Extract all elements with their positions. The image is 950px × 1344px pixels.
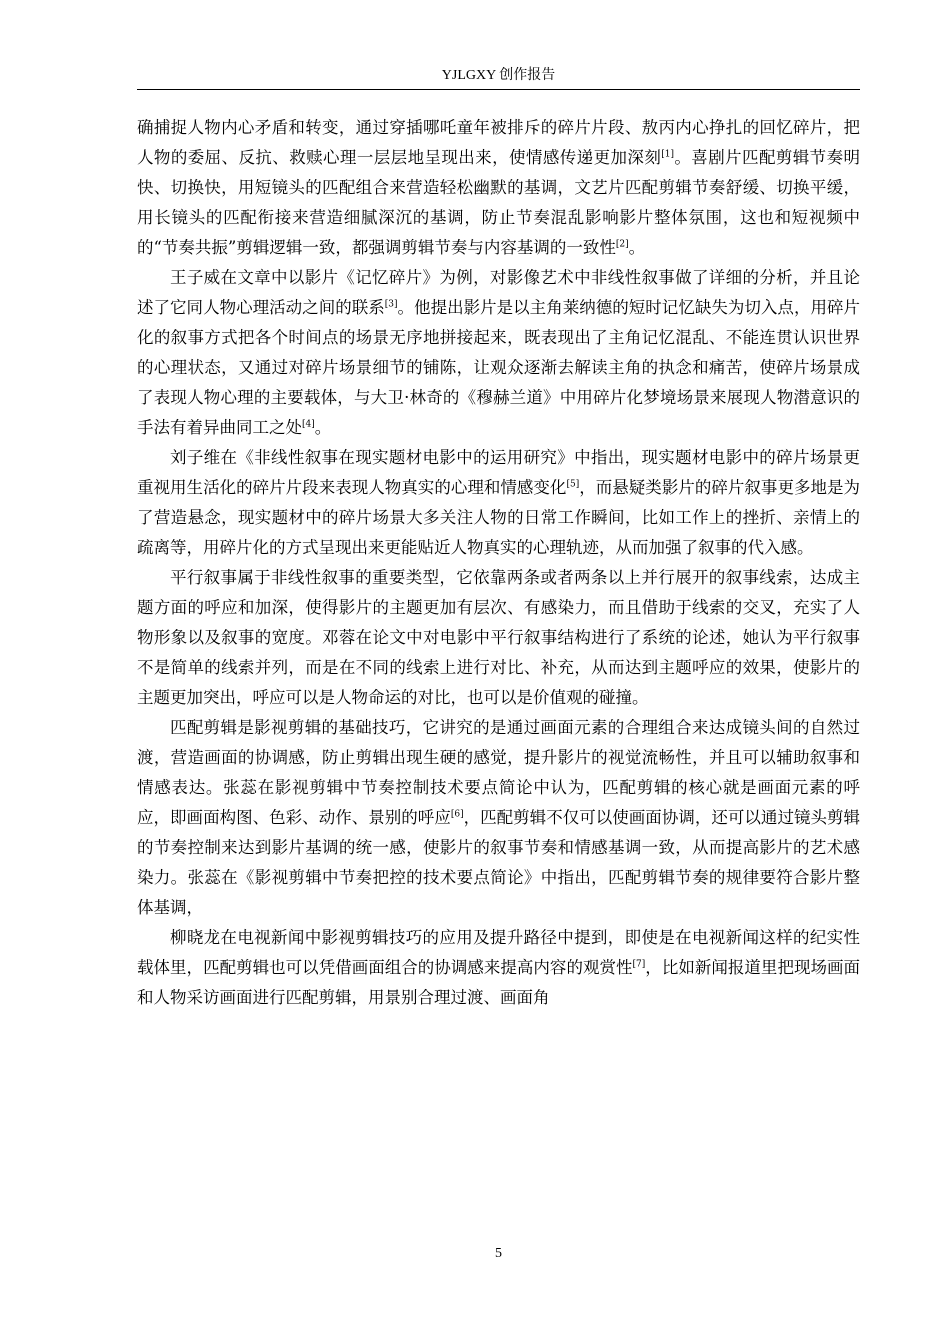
citation-3: [3] <box>384 299 398 310</box>
paragraph-4: 平行叙事属于非线性叙事的重要类型，它依靠两条或者两条以上并行展开的叙事线索，达成主题方面的呼应和加深，使得影片的主题更加有层次、有感染力，而且借助于线索的交叉，充实了人物形象以及叙事的宽度。邓蓉在论文中对电影中平行叙事结构进行了系统的论述，她认为平行叙事不是简单的线索并列，而是在不同的线索上进行对比、补充，从而达到主题呼应的效果，使影片的主题更加突出，呼应可以是人物命运的对比，也可以是价值观的碰撞。 <box>137 568 860 707</box>
citation-7: [7] <box>632 959 646 970</box>
page-number: 5 <box>495 1246 502 1261</box>
paragraph-2: 王子威在文章中以影片《记忆碎片》为例，对影像艺术中非线性叙事做了详细的分析，并且论述了它同人物心理活动之间的联系[3]。他提出影片是以主角莱纳德的短时记忆缺失为切入点，用碎片化的叙事方式把各个时间点的场景无序地拼接起来，既表现出了主角记忆混乱、不能连贯认识世界的心理状态，又通过对碎片场景细节的铺陈，让观众逐渐去解读主角的执念和痛苦，使碎片场景成了表现人物心理的主要载体，与大卫·林奇的《穆赫兰道》中用碎片化梦境场景来展现人物潜意识的手法有着异曲同工之处[4]。 <box>137 268 861 437</box>
header-divider <box>137 89 860 90</box>
paragraph-5: 匹配剪辑是影视剪辑的基础技巧，它讲究的是通过画面元素的合理组合来达成镜头间的自然过渡，营造画面的协调感，防止剪辑出现生硬的感觉，提升影片的视觉流畅性，并且可以辅助叙事和情感表达。张蕊在影视剪辑中节奏控制技术要点简论中认为，匹配剪辑的核心就是画面元素的呼应，即画面构图、色彩、动作、景别的呼应[6]，匹配剪辑不仅可以使画面协调，还可以通过镜头剪辑的节奏控制来达到影片基调的统一感，使影片的叙事节奏和情感基调一致，从而提高影片的艺术感染力。张蕊在《影视剪辑中节奏把控的技术要点简论》中指出，匹配剪辑节奏的规律要符合影片整体基调， <box>137 718 861 917</box>
paragraph-1: 确捕捉人物内心矛盾和转变，通过穿插哪吒童年被排斥的碎片片段、敖丙内心挣扎的回忆碎片，把人物的委屈、反抗、救赎心理一层层地呈现出来，使情感传递更加深刻[1]。喜剧片匹配剪辑节奏明快、切换快，用短镜头的匹配组合来营造轻松幽默的基调，文艺片匹配剪辑节奏舒缓、切换平缓，用长镜头的匹配衔接来营造细腻深沉的基调，防止节奏混乱影响影片整体氛围，这也和短视频中的“节奏共振”剪辑逻辑一致，都强调剪辑节奏与内容基调的一致性[2]。 <box>137 118 861 257</box>
citation-4: [4] <box>302 419 315 430</box>
paragraph-6: 柳晓龙在电视新闻中影视剪辑技巧的应用及提升路径中提到，即使是在电视新闻这样的纪实性载体里，匹配剪辑也可以凭借画面组合的协调感来提高内容的观赏性[7]，比如新闻报道里把现场画面和人物采访画面进行匹配剪辑，用景别合理过渡、画面角 <box>137 928 861 1007</box>
citation-1: [1] <box>661 149 674 160</box>
citation-6: [6] <box>450 809 464 820</box>
paragraph-3: 刘子维在《非线性叙事在现实题材电影中的运用研究》中指出，现实题材电影中的碎片场景更重视用生活化的碎片片段来表现人物真实的心理和情感变化[5]，而悬疑类影片的碎片叙事更多地是为了营造悬念，现实题材中的碎片场景大多关注人物的日常工作瞬间，比如工作上的挫折、亲情上的疏离等，用碎片化的方式呈现出来更能贴近人物真实的心理轨迹，从而加强了叙事的代入感。 <box>137 448 861 557</box>
body-text <box>137 113 860 1013</box>
citation-2: [2] <box>615 239 629 250</box>
running-header: YJLGXY 创作报告 <box>441 68 556 83</box>
citation-5: [5] <box>566 479 580 490</box>
